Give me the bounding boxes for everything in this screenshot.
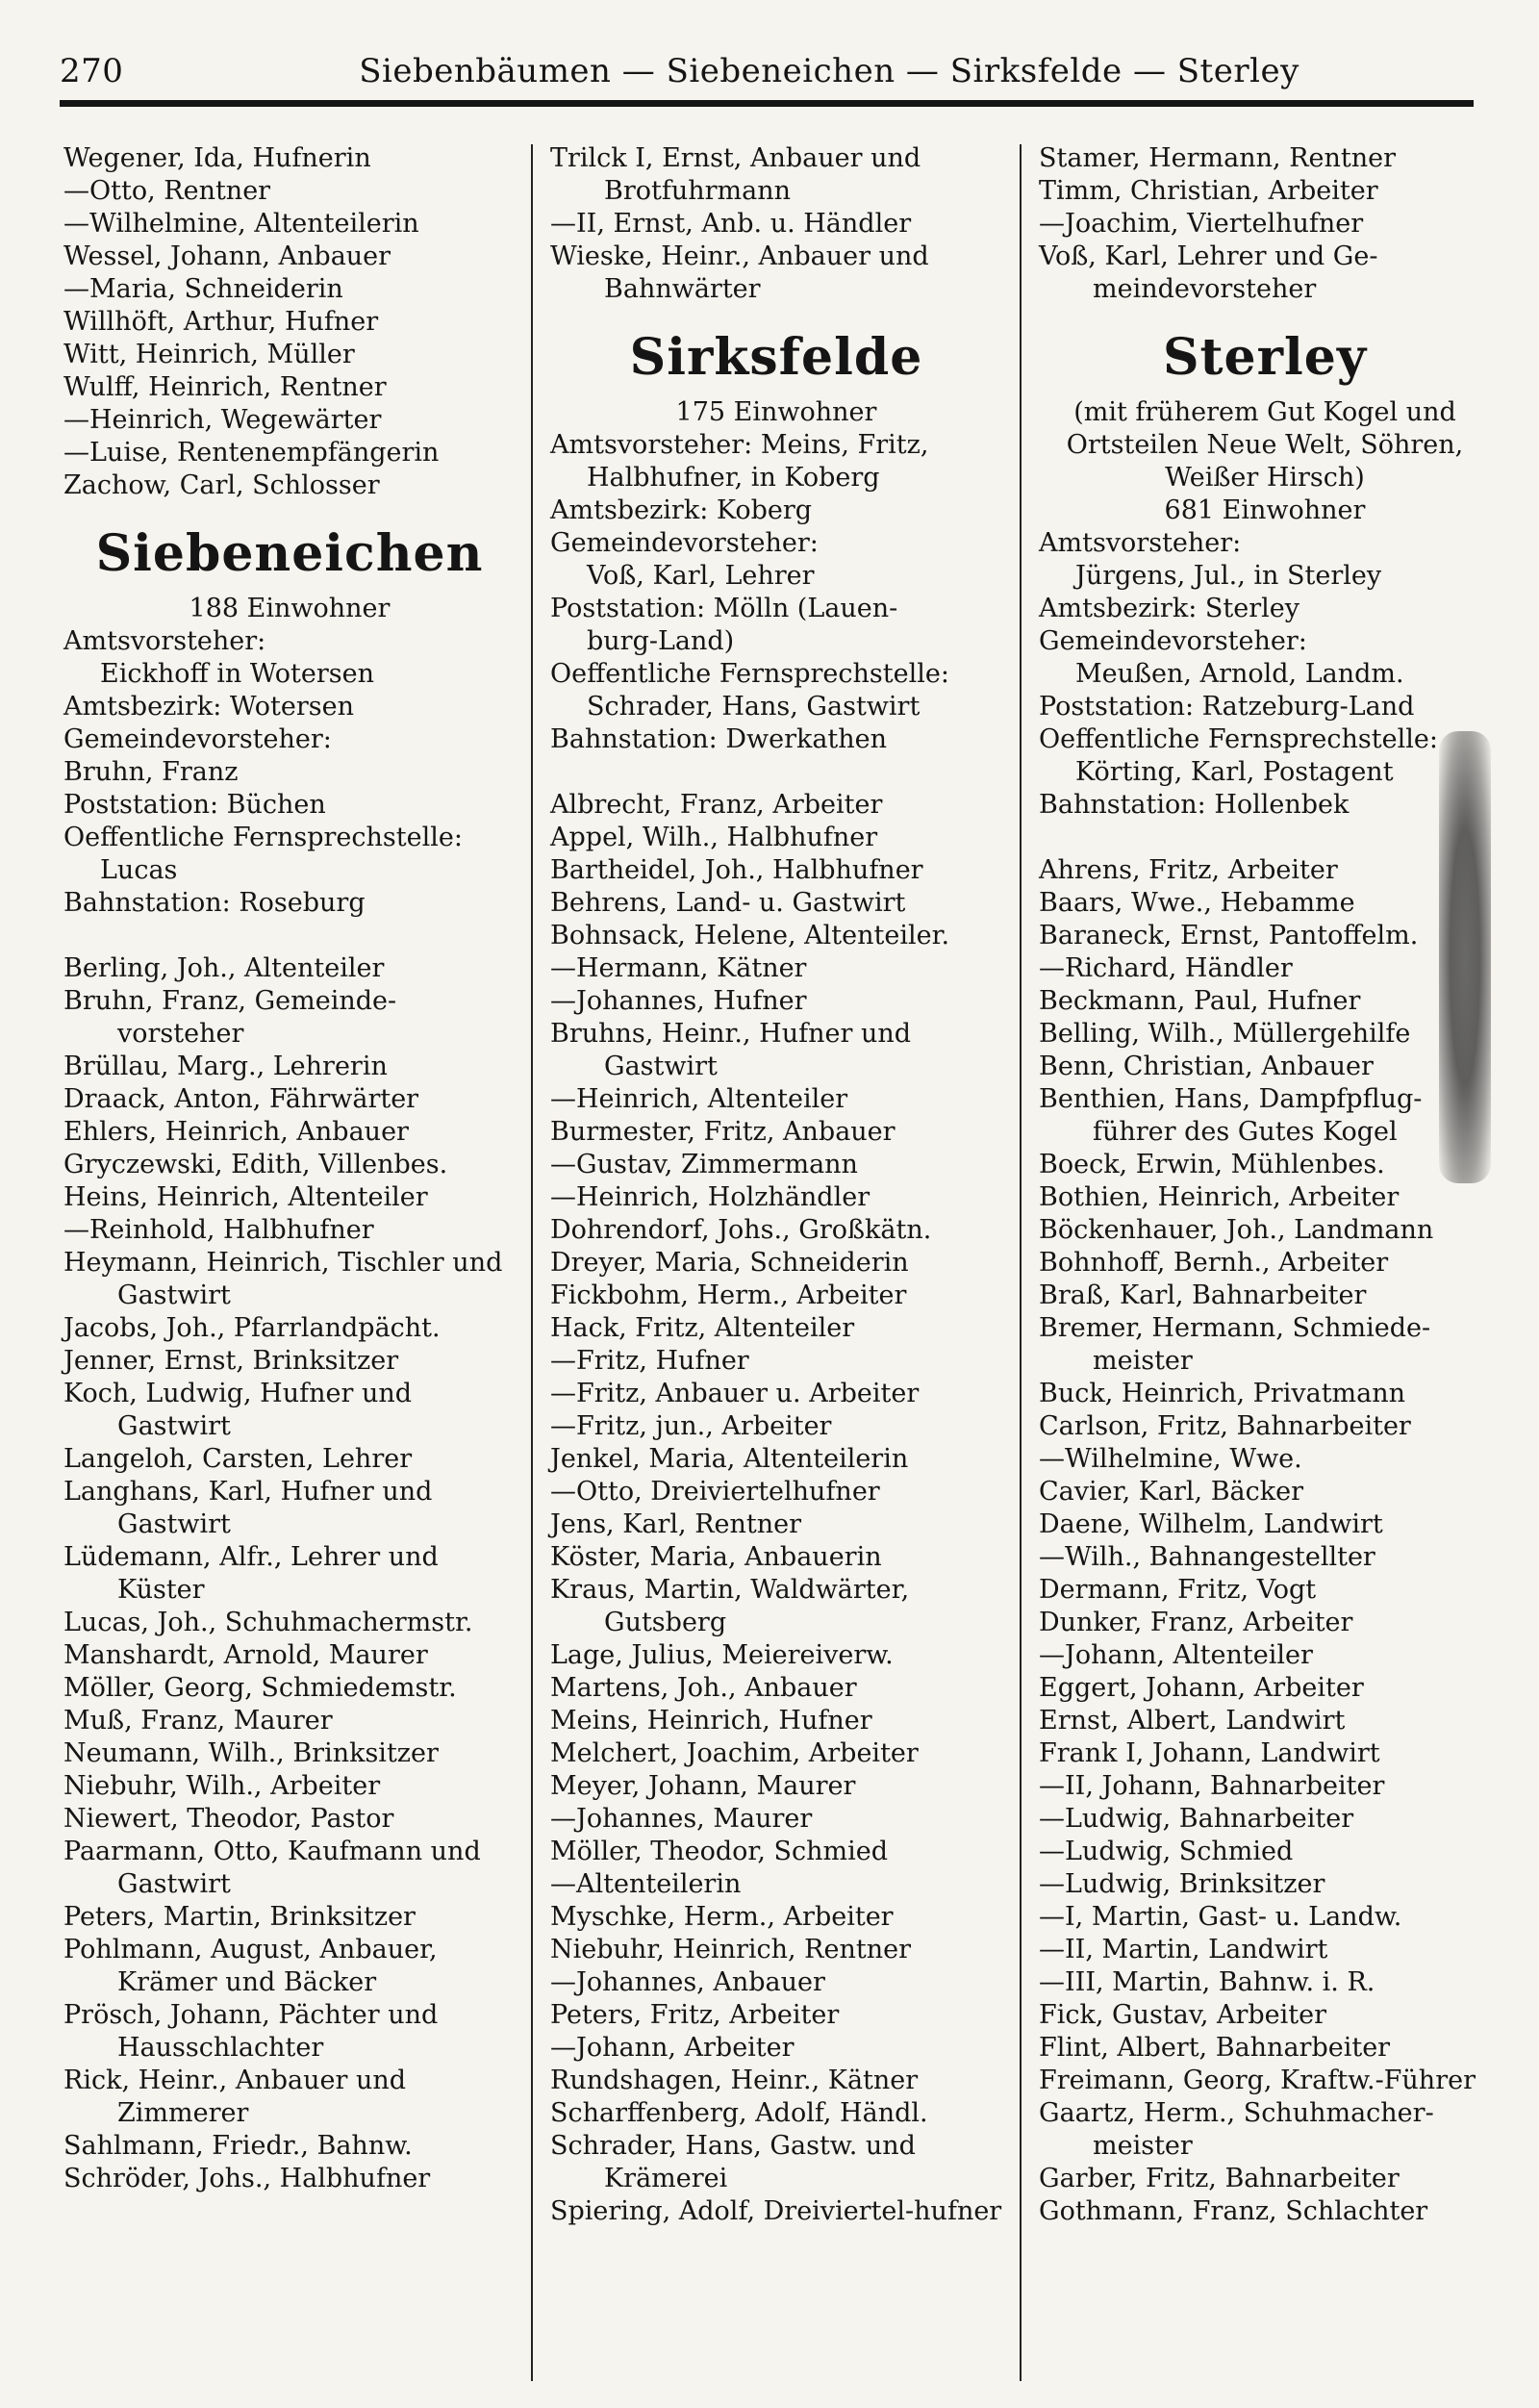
list-item: Neumann, Wilh., Brinksitzer [63,1738,439,1768]
info-line-cont: burg-Land) [587,626,735,656]
list-item: Braß, Karl, Bahnarbeiter [1039,1280,1367,1310]
list-item: Bothien, Heinrich, Arbeiter [1039,1182,1400,1212]
list-item: Appel, Wilh., Halbhufner [550,823,878,852]
list-item: Gryczewski, Edith, Villenbes. [63,1150,448,1179]
list-item: —Reinhold, Halbhufner [63,1215,374,1245]
list-item: Beckmann, Paul, Hufner [1039,986,1361,1016]
list-item: —Heinrich, Altenteiler [550,1084,848,1114]
list-item: Zachow, Carl, Schlosser [63,470,380,500]
column-separator [1020,144,1022,2381]
list-b [63,952,516,2195]
info-line-cont: Voß, Karl, Lehrer [587,561,815,591]
list-item: Lüdemann, Alfr., Lehrer und Küster [63,1542,439,1605]
list-item: Prösch, Johann, Pächter und Hausschlachter [63,2000,439,2063]
info-line-cont: Schrader, Hans, Gastwirt [587,692,921,722]
list-item: —Heinrich, Wegewärter [63,405,382,435]
list-item: Willhöft, Arthur, Hufner [63,307,379,337]
list-item: Niewert, Theodor, Pastor [63,1804,394,1834]
list-item: —Joachim, Viertelhufner [1039,209,1364,239]
list-item: Dunker, Franz, Arbeiter [1039,1608,1353,1637]
info-line: Amtsbezirk: Wotersen [63,692,355,722]
list-item: —II, Martin, Landwirt [1039,1935,1328,1964]
info-line: Amtsvorsteher: Meins, Fritz, [550,430,929,460]
list-item: Böckenhauer, Joh., Landmann [1039,1215,1434,1245]
info-line: Amtsbezirk: Sterley [1039,594,1299,623]
list-item: Scharffenberg, Adolf, Händl. [550,2098,928,2128]
list-item: —Altenteilerin [550,1869,742,1899]
list-item: —II, Johann, Bahnarbeiter [1039,1771,1385,1801]
list-item: Trilck I, Ernst, Anbauer und Brotfuhrmann [550,143,921,206]
list-item: —Fritz, jun., Arbeiter [550,1411,832,1441]
list-item: Paarmann, Otto, Kaufmann und Gastwirt [63,1837,481,1899]
list-item: Jacobs, Joh., Pfarrlandpächt. [63,1313,441,1343]
list-item: Wieske, Heinr., Anbauer und Bahnwärter [550,241,929,304]
list-item: Peters, Fritz, Arbeiter [550,2000,840,2030]
list-item: Buck, Heinrich, Privatmann [1039,1379,1406,1408]
list-item: Kraus, Martin, Waldwärter, Gutsberg [550,1575,910,1637]
list-item: Möller, Georg, Schmiedemstr. [63,1673,457,1703]
list-item: —II, Ernst, Anb. u. Händler [550,209,912,239]
info-line: Gemeindevorsteher: [63,724,332,754]
list-item: —Maria, Schneiderin [63,274,343,304]
info-line: Poststation: Ratzeburg-Land [1039,692,1415,722]
list-item: —III, Martin, Bahnw. i. R. [1039,1967,1375,1997]
list-item: —Wilh., Bahnangestellter [1039,1542,1375,1572]
list-item: Niebuhr, Wilh., Arbeiter [63,1771,381,1801]
list-item: Albrecht, Franz, Arbeiter [550,790,883,820]
list-item: Flint, Albert, Bahnarbeiter [1039,2033,1391,2063]
list-item: Daene, Wilhelm, Landwirt [1039,1509,1383,1539]
list-item: Carlson, Fritz, Bahnarbeiter [1039,1411,1411,1441]
list-item: Cavier, Karl, Bäcker [1039,1477,1304,1507]
info-line: Bahnstation: Roseburg [63,888,366,918]
list-b [1039,854,1491,2228]
list-item: Baars, Wwe., Hebamme [1039,888,1355,918]
list-item: Möller, Theodor, Schmied [550,1837,889,1866]
list-item: Myschke, Herm., Arbeiter [550,1902,894,1932]
column-1 [63,142,516,2195]
list-item: —Fritz, Anbauer u. Arbeiter [550,1379,920,1408]
info-line-cont: Eickhoff in Wotersen [100,659,374,689]
section-heading: Siebeneichen [95,524,484,583]
info-line: Bahnstation: Hollenbek [1039,790,1350,820]
list-item: —Johann, Arbeiter [550,2033,795,2063]
list-a [550,142,1002,306]
info-line-cont: Halbhufner, in Koberg [587,463,880,493]
list-item: Schrader, Hans, Gastw. und Krämerei [550,2131,916,2193]
list-item: —Luise, Rentenempfängerin [63,438,440,468]
list-item: Bartheidel, Joh., Halbhufner [550,855,923,885]
list-item: Garber, Fritz, Bahnarbeiter [1039,2164,1400,2193]
list-item: Bremer, Hermann, Schmiede-meister [1039,1313,1431,1376]
list-item: Baraneck, Ernst, Pantoffelm. [1039,921,1419,951]
list-item: Bruhn, Franz, Gemeinde-vorsteher [63,986,397,1049]
info-line: Amtsbezirk: Koberg [550,495,813,525]
list-item: Jenner, Ernst, Brinksitzer [63,1346,399,1376]
section-heading: Sterley [1162,328,1368,387]
list-item: —Johannes, Maurer [550,1804,813,1834]
list-item: Eggert, Johann, Arbeiter [1039,1673,1364,1703]
info-line: Amtsvorsteher: [63,626,266,656]
info-line: Amtsvorsteher: [1039,528,1242,558]
info-line: Gemeindevorsteher: [550,528,819,558]
list-item: —Richard, Händler [1039,953,1293,983]
list-item: Köster, Maria, Anbauerin [550,1542,882,1572]
list-item: Meins, Heinrich, Hufner [550,1706,872,1736]
list-item: Muß, Franz, Maurer [63,1706,333,1736]
list-item: Benthien, Hans, Dampfpflug-führer des Gutes Kogel [1039,1084,1423,1147]
list-item: Peters, Martin, Brinksitzer [63,1902,416,1932]
column-separator [531,144,533,2381]
list-item: —Ludwig, Bahnarbeiter [1039,1804,1354,1834]
residents-count: 188 Einwohner [189,594,391,623]
info-block [1039,527,1491,822]
info-line-cont: Meußen, Arnold, Landm. [1075,659,1404,689]
list-item: Wegener, Ida, Hufnerin [63,143,371,173]
list-item: Benn, Christian, Anbauer [1039,1052,1374,1081]
list-item: Wulff, Heinrich, Rentner [63,372,387,402]
page-number: 270 [60,52,124,90]
info-line: Bahnstation: Dwerkathen [550,724,888,754]
residents-count: 175 Einwohner [675,397,877,427]
running-title: Siebenbäumen — Siebeneichen — Sirksfelde — Sterley [359,52,1299,90]
list-b [550,789,1002,2228]
list-item: Langeloh, Carsten, Lehrer [63,1444,413,1474]
info-line: Bruhn, Franz [63,757,239,787]
list-item: Manshardt, Arnold, Maurer [63,1640,428,1670]
info-block [550,429,1002,756]
list-item: Behrens, Land- u. Gastwirt [550,888,906,918]
info-line-cont: Lucas [100,855,178,885]
list-item: Bohnsack, Helene, Altenteiler. [550,921,950,951]
info-line: Oeffentliche Fernsprechstelle: [550,659,949,689]
list-item: Rick, Heinr., Anbauer und Zimmerer [63,2066,407,2128]
list-item: Dermann, Fritz, Vogt [1039,1575,1317,1605]
list-item: Ahrens, Fritz, Arbeiter [1039,855,1338,885]
info-line: Gemeindevorsteher: [1039,626,1307,656]
page-header [60,44,1474,98]
list-item: Dohrendorf, Johs., Großkätn. [550,1215,932,1245]
column-2 [550,142,1002,2228]
list-item: —Ludwig, Schmied [1039,1837,1294,1866]
list-item: Ehlers, Heinrich, Anbauer [63,1117,409,1147]
list-item: —Wilhelmine, Altenteilerin [63,209,419,239]
column-3 [1039,142,1491,2228]
list-item: —Heinrich, Holzhändler [550,1182,870,1212]
list-item: Wessel, Johann, Anbauer [63,241,391,271]
list-item: —Wilhelmine, Wwe. [1039,1444,1302,1474]
list-item: Stamer, Hermann, Rentner [1039,143,1397,173]
list-item: —Johannes, Anbauer [550,1967,825,1997]
info-line: Poststation: Mölln (Lauen- [550,594,898,623]
list-item: Pohlmann, August, Anbauer, Krämer und Bäcker [63,1935,438,1997]
section-heading: Sirksfelde [629,328,923,387]
list-item: Voß, Karl, Lehrer und Ge-meindevorsteher [1039,241,1378,304]
residents-count: 681 Einwohner [1164,495,1366,525]
list-item: Rundshagen, Heinr., Kätner [550,2066,919,2095]
info-block [63,625,516,920]
list-item: Burmester, Fritz, Anbauer [550,1117,896,1147]
section-subtitle: (mit früherem Gut Kogel und Ortsteilen Neue Welt, Söhren, Weißer Hirsch) [1066,397,1464,493]
list-item: Schröder, Johs., Halbhufner [63,2164,431,2193]
list-item: Spiering, Adolf, Dreiviertel-hufner [550,2196,1002,2226]
list-item: —Otto, Rentner [63,176,271,206]
list-item: —Hermann, Kätner [550,953,807,983]
list-item: —Fritz, Hufner [550,1346,749,1376]
list-item: Fick, Gustav, Arbeiter [1039,2000,1327,2030]
list-item: Gothmann, Franz, Schlachter [1039,2196,1428,2226]
list-item: Frank I, Johann, Landwirt [1039,1738,1380,1768]
list-item: Ernst, Albert, Landwirt [1039,1706,1346,1736]
info-line-cont: Körting, Karl, Postagent [1075,757,1394,787]
list-item: —Otto, Dreiviertelhufner [550,1477,880,1507]
list-item: Hack, Fritz, Altenteiler [550,1313,855,1343]
list-item: Bruhns, Heinr., Hufner und Gastwirt [550,1019,912,1081]
list-a [1039,142,1491,306]
list-item: Bohnhoff, Bernh., Arbeiter [1039,1248,1389,1278]
list-item: Niebuhr, Heinrich, Rentner [550,1935,911,1964]
list-item: Lucas, Joh., Schuhmachermstr. [63,1608,473,1637]
info-line: Oeffentliche Fernsprechstelle: [1039,724,1438,754]
list-item: Jens, Karl, Rentner [550,1509,802,1539]
list-item: Boeck, Erwin, Mühlenbes. [1039,1150,1385,1179]
info-line: Poststation: Büchen [63,790,326,820]
list-item: Belling, Wilh., Müllergehilfe [1039,1019,1411,1049]
list-item: Sahlmann, Friedr., Bahnw. [63,2131,413,2161]
list-a [63,142,516,502]
list-item: Witt, Heinrich, Müller [63,340,355,369]
list-item: Melchert, Joachim, Arbeiter [550,1738,919,1768]
list-item: Meyer, Johann, Maurer [550,1771,856,1801]
list-item: Martens, Joh., Anbauer [550,1673,857,1703]
list-item: Langhans, Karl, Hufner und Gastwirt [63,1477,433,1539]
list-item: —Johannes, Hufner [550,986,807,1016]
list-item: Heymann, Heinrich, Tischler und Gastwirt [63,1248,503,1310]
list-item: —Ludwig, Brinksitzer [1039,1869,1325,1899]
list-item: Heins, Heinrich, Altenteiler [63,1182,428,1212]
info-line-cont: Jürgens, Jul., in Sterley [1075,561,1382,591]
header-rule [60,100,1474,107]
list-item: —I, Martin, Gast- u. Landw. [1039,1902,1402,1932]
list-item: Dreyer, Maria, Schneiderin [550,1248,909,1278]
list-item: Koch, Ludwig, Hufner und Gastwirt [63,1379,413,1441]
list-item: Berling, Joh., Altenteiler [63,953,385,983]
list-item: Gaartz, Herm., Schuhmacher-meister [1039,2098,1434,2161]
list-item: Brüllau, Marg., Lehrerin [63,1052,388,1081]
info-line: Oeffentliche Fernsprechstelle: [63,823,463,852]
list-item: —Gustav, Zimmermann [550,1150,858,1179]
list-item: Fickbohm, Herm., Arbeiter [550,1280,907,1310]
list-item: Jenkel, Maria, Altenteilerin [550,1444,909,1474]
list-item: Lage, Julius, Meiereiverw. [550,1640,894,1670]
list-item: Timm, Christian, Arbeiter [1039,176,1378,206]
list-item: Freimann, Georg, Kraftw.-Führer [1039,2066,1476,2095]
list-item: Draack, Anton, Fährwärter [63,1084,419,1114]
list-item: —Johann, Altenteiler [1039,1640,1313,1670]
